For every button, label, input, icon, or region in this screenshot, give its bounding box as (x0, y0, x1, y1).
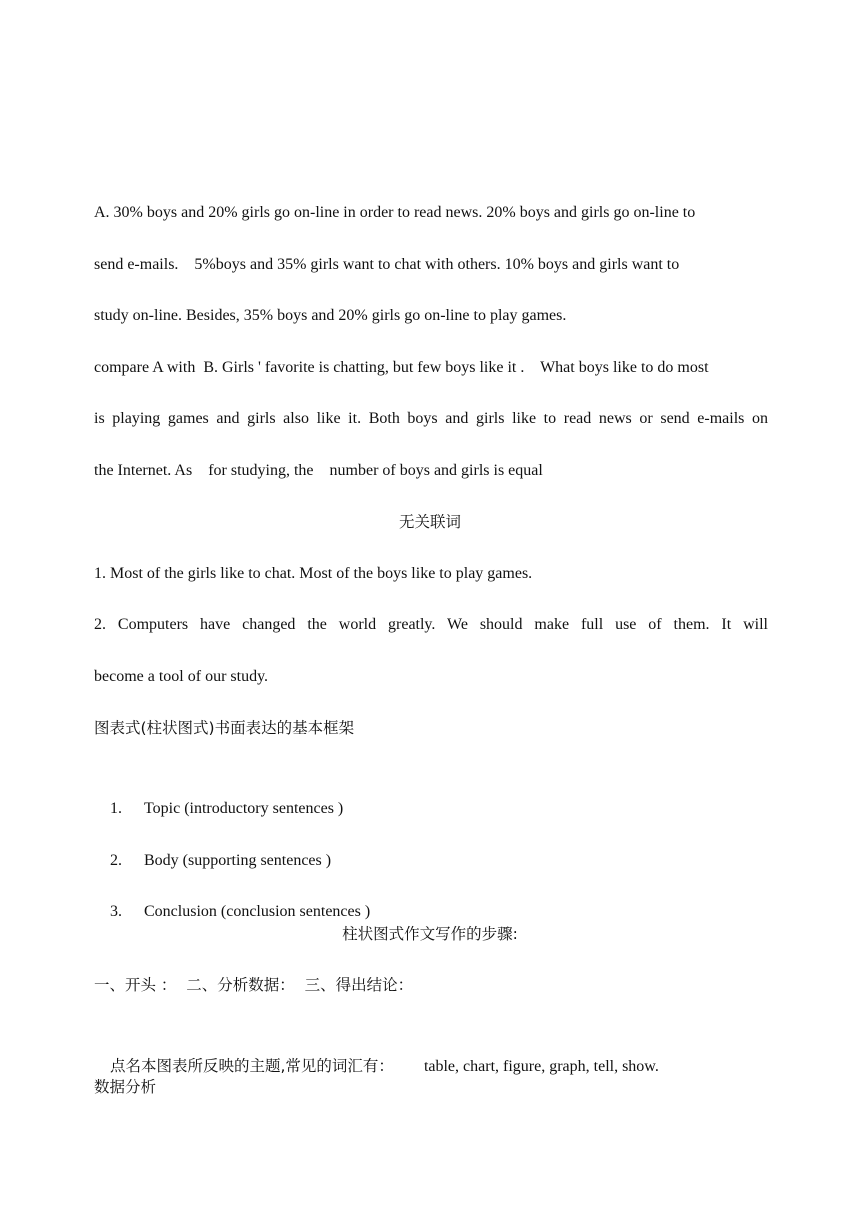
framework-item-2 (94, 816, 768, 869)
paragraph-a-line-2: send e-mails. 5%boys and 35% girls want to chat with others. 10% boys and girls want to (94, 256, 680, 273)
framework-item-number: 1. (110, 800, 122, 817)
vocab-line-chinese: 点名本图表所反映的主题,常见的词汇有： (110, 1057, 394, 1075)
item-2-line-1: 2. Computers have changed the world greatly. We should make full use of them. It will (94, 616, 768, 633)
steps-heading: 柱状图式作文写作的步骤: (342, 925, 518, 943)
item-1: 1. Most of the girls like to chat. Most of the boys like to play games. (94, 565, 533, 582)
paragraph-a-line-3: study on-line. Besides, 35% boys and 20% girls go on-line to play games. (94, 307, 567, 324)
item-2-line-2: become a tool of our study. (94, 668, 269, 685)
framework-item-number: 3. (110, 903, 122, 920)
vocab-line (94, 1021, 768, 1075)
vocab-line-english: table, chart, figure, graph, tell, show. (423, 1058, 659, 1075)
framework-item-3 (94, 867, 768, 920)
steps-line: 一、开头 ： 二、分析数据： 三、得出结论： (94, 976, 414, 994)
paragraph-compare-line-1: compare A with B. Girls ' favorite is chatting, but few boys like it . What boys like to do most (94, 359, 709, 376)
framework-item-1 (94, 764, 768, 817)
paragraph-compare-line-2: is playing games and girls also like it. Both boys and girls like to read news or send e-mails on (94, 410, 768, 427)
heading-unrelated: 无关联词 (398, 513, 461, 531)
framework-item-text: Topic (introductory sentences ) (144, 800, 344, 817)
data-analysis-heading: 数据分析 (94, 1078, 157, 1096)
framework-item-number: 2. (110, 852, 122, 869)
framework-title: 图表式(柱状图式)书面表达的基本框架 (94, 719, 355, 737)
paragraph-a-line-1: A. 30% boys and 20% girls go on-line in order to read news. 20% boys and girls go on-line to (94, 204, 696, 221)
framework-item-text: Body (supporting sentences ) (144, 852, 332, 869)
framework-item-text: Conclusion (conclusion sentences ) (144, 903, 371, 920)
paragraph-compare-line-3: the Internet. As for studying, the number of boys and girls is equal (94, 462, 543, 479)
